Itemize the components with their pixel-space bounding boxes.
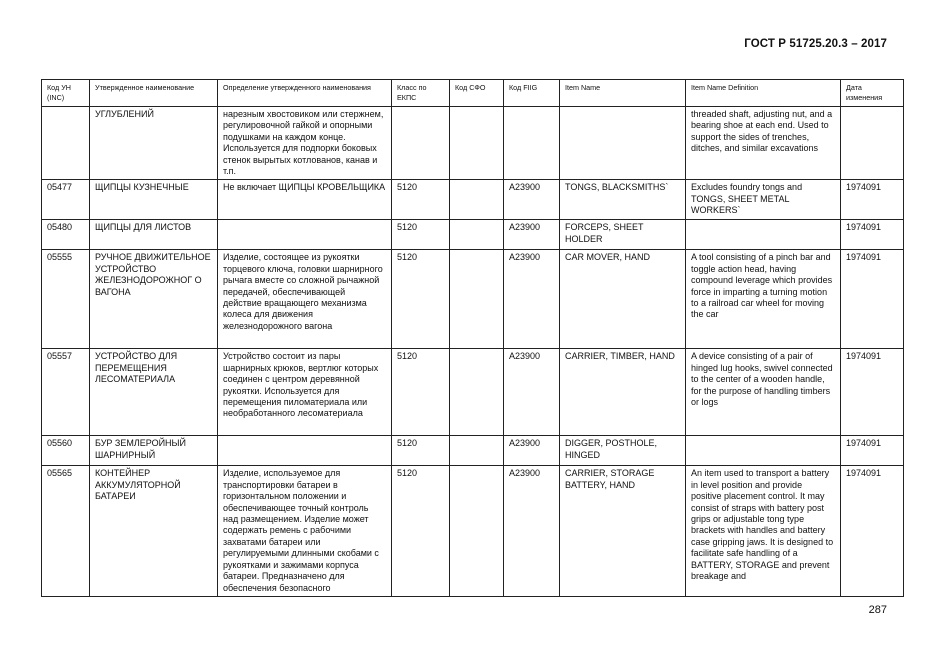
cell-inc: 05480 <box>42 220 90 250</box>
cell-item-name: FORCEPS, SHEET HOLDER <box>560 220 686 250</box>
cell-inc: 05477 <box>42 180 90 220</box>
column-header-ekps-class: Класс по ЕКПС <box>392 80 450 107</box>
cell-item-name: CARRIER, TIMBER, HAND <box>560 349 686 436</box>
cell-change-date: 1974091 <box>841 220 904 250</box>
cell-item-definition <box>686 220 841 250</box>
cell-sfo-code <box>450 349 504 436</box>
cell-ekps-class: 5120 <box>392 466 450 596</box>
cell-definition <box>218 436 392 466</box>
cell-sfo-code <box>450 466 504 596</box>
cell-change-date: 1974091 <box>841 466 904 596</box>
table-row <box>42 220 904 250</box>
cell-definition: Не включает ЩИПЦЫ КРОВЕЛЬЩИКА <box>218 180 392 220</box>
cell-inc: 05560 <box>42 436 90 466</box>
cell-item-definition: A device consisting of a pair of hinged lug hooks, swivel connected to the center of a wooden handle, for the purpose of handling timbers or logs <box>686 349 841 436</box>
cell-change-date <box>841 107 904 180</box>
column-header-item-definition: Item Name Definition <box>686 80 841 107</box>
cell-definition: Изделие, используемое для транспортировки батареи в горизонтальном положении и обеспечивающее точный контроль над размещением. Изделие может содержать ремень с рабочими захватами батареи или регулируемыми длинными скобами с рукоятками и зажимами корпуса батареи. Предназначено для обеспечения безопасного <box>218 466 392 596</box>
table-row <box>42 349 904 436</box>
cell-approved-name: ЩИПЦЫ КУЗНЕЧНЫЕ <box>90 180 218 220</box>
cell-inc: 05557 <box>42 349 90 436</box>
cell-fiig-code: A23900 <box>504 220 560 250</box>
document-title: ГОСТ Р 51725.20.3 – 2017 <box>744 38 887 50</box>
table-row <box>42 107 904 180</box>
cell-inc: 05555 <box>42 250 90 349</box>
cell-change-date: 1974091 <box>841 349 904 436</box>
cell-sfo-code <box>450 180 504 220</box>
cell-item-definition: A tool consisting of a pinch bar and toggle action head, having compound leverage which provides force in imparting a turning motion to a railroad car wheel for moving the car <box>686 250 841 349</box>
column-header-sfo-code: Код СФО <box>450 80 504 107</box>
cell-item-name: CARRIER, STORAGE BATTERY, HAND <box>560 466 686 596</box>
cell-change-date: 1974091 <box>841 180 904 220</box>
cell-approved-name: УСТРОЙСТВО ДЛЯ ПЕРЕМЕЩЕНИЯ ЛЕСОМАТЕРИАЛА <box>90 349 218 436</box>
cell-item-definition: An item used to transport a battery in level position and provide positive placement control. It may consist of straps with battery post grips or adjustable tong type brackets with handles and battery case gripping jaws. It is designed to facilitate safe handling of a BATTERY, STORAGE and prevent breakage and <box>686 466 841 596</box>
cell-fiig-code: A23900 <box>504 250 560 349</box>
table-row <box>42 250 904 349</box>
cell-item-definition: threaded shaft, adjusting nut, and a bearing shoe at each end. Used to support the sides of trenches, ditches, and similar excavations <box>686 107 841 180</box>
cell-ekps-class <box>392 107 450 180</box>
cell-ekps-class: 5120 <box>392 180 450 220</box>
column-header-approved-name: Утвержденное наименование <box>90 80 218 107</box>
cell-fiig-code: A23900 <box>504 349 560 436</box>
table-header-row <box>42 80 904 107</box>
cell-approved-name: ЩИПЦЫ ДЛЯ ЛИСТОВ <box>90 220 218 250</box>
cell-definition <box>218 220 392 250</box>
table-row <box>42 180 904 220</box>
column-header-definition: Определение утвержденного наименования <box>218 80 392 107</box>
cell-ekps-class: 5120 <box>392 349 450 436</box>
table-row <box>42 436 904 466</box>
cell-ekps-class: 5120 <box>392 436 450 466</box>
table-row <box>42 466 904 596</box>
cell-fiig-code: A23900 <box>504 466 560 596</box>
cell-item-definition: Excludes foundry tongs and TONGS, SHEET METAL WORKERS` <box>686 180 841 220</box>
cell-approved-name: УГЛУБЛЕНИЙ <box>90 107 218 180</box>
cell-definition: Устройство состоит из пары шарнирных крюков, вертлюг которых соединен с центром деревянной рукоятки. Используется для перемещения пиломатериала или необработанного лесоматериала <box>218 349 392 436</box>
cell-item-name: DIGGER, POSTHOLE, HINGED <box>560 436 686 466</box>
cell-ekps-class: 5120 <box>392 250 450 349</box>
cell-fiig-code: A23900 <box>504 436 560 466</box>
cell-change-date: 1974091 <box>841 250 904 349</box>
cell-item-definition <box>686 436 841 466</box>
cell-definition: нарезным хвостовиком или стержнем, регулировочной гайкой и опорными подушками на каждом конце. Используется для подпорки боковых стенок вырытых котлованов, канав и т.п. <box>218 107 392 180</box>
column-header-inc: Код УН (INC) <box>42 80 90 107</box>
item-names-table <box>41 79 904 597</box>
cell-inc <box>42 107 90 180</box>
cell-approved-name: БУР ЗЕМЛЕРОЙНЫЙ ШАРНИРНЫЙ <box>90 436 218 466</box>
column-header-change-date: Дата изменения <box>841 80 904 107</box>
cell-approved-name: РУЧНОЕ ДВИЖИТЕЛЬНОЕ УСТРОЙСТВО ЖЕЛЕЗНОДОРОЖНОГ О ВАГОНА <box>90 250 218 349</box>
cell-sfo-code <box>450 436 504 466</box>
cell-item-name: TONGS, BLACKSMITHS` <box>560 180 686 220</box>
page-number: 287 <box>868 604 887 616</box>
cell-change-date: 1974091 <box>841 436 904 466</box>
column-header-item-name: Item Name <box>560 80 686 107</box>
cell-inc: 05565 <box>42 466 90 596</box>
cell-item-name: CAR MOVER, HAND <box>560 250 686 349</box>
cell-definition: Изделие, состоящее из рукоятки торцевого ключа, головки шарнирного рычага вместе со сложной рычажной передачей, обеспечивающей действие вращающего механизма колеса для движения железнодорожного вагона <box>218 250 392 349</box>
cell-fiig-code: A23900 <box>504 180 560 220</box>
cell-sfo-code <box>450 250 504 349</box>
cell-sfo-code <box>450 107 504 180</box>
cell-ekps-class: 5120 <box>392 220 450 250</box>
cell-item-name <box>560 107 686 180</box>
cell-fiig-code <box>504 107 560 180</box>
cell-sfo-code <box>450 220 504 250</box>
column-header-fiig-code: Код FIIG <box>504 80 560 107</box>
cell-approved-name: КОНТЕЙНЕР АККУМУЛЯТОРНОЙ БАТАРЕИ <box>90 466 218 596</box>
